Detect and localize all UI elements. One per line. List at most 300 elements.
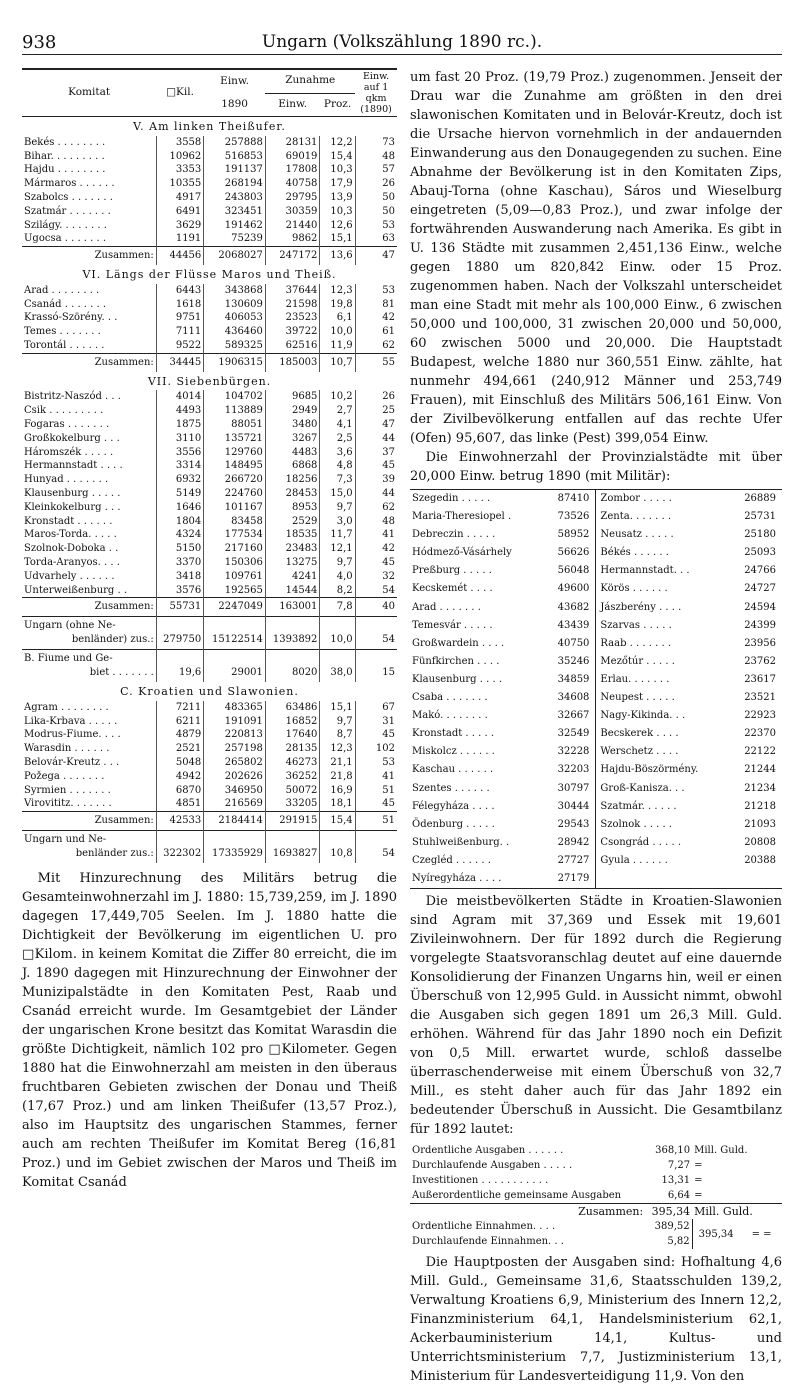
row-label: Szabolcs . . . . . . .	[24, 191, 113, 203]
budget-total-value: 395,34	[645, 1204, 692, 1220]
cell: 10962	[156, 150, 204, 164]
table-row	[22, 770, 397, 784]
cell: 3314	[156, 459, 204, 473]
city-pop: 22370	[744, 728, 776, 740]
cell: 15,4	[320, 812, 355, 831]
cell: 10,0	[320, 617, 355, 650]
row-label: Hermannstadt . . . .	[24, 460, 123, 472]
cell: 5048	[156, 756, 204, 770]
row-label	[22, 650, 156, 683]
cell: 67	[355, 701, 397, 715]
city-pop: 73526	[557, 511, 590, 523]
city-name: Großwardein . . . .	[412, 637, 505, 649]
fiume-row	[22, 650, 397, 683]
city-name: Hódmező-Vásárhely	[412, 547, 512, 559]
city-pop: 40750	[557, 637, 590, 649]
table-row	[22, 390, 397, 404]
city-row	[410, 689, 782, 707]
table-row	[22, 501, 397, 515]
table-row	[22, 325, 397, 339]
city-row	[410, 816, 782, 834]
row-label-line2: benländer zus.:	[75, 848, 154, 860]
budget-unit: =	[694, 1175, 703, 1187]
right-paragraph-2: Die Einwohnerzahl der Provinzialstädte mit über 20,000 Einw. betrug 1890 (mit Militär):	[410, 450, 782, 484]
budget-value: 13,31	[661, 1175, 691, 1187]
cell: 3353	[156, 163, 204, 177]
cell: 5149	[156, 487, 204, 501]
cell: 18256	[265, 473, 320, 487]
cell: 75239	[204, 232, 266, 246]
city-pop: 21218	[744, 800, 776, 812]
cities-body	[410, 490, 782, 889]
table-row	[22, 418, 397, 432]
cell: 2,5	[320, 432, 355, 446]
city-row	[410, 834, 782, 852]
city-name: Stuhlweißenburg. .	[412, 836, 510, 848]
city-name: Temesvár . . . . .	[412, 619, 493, 631]
city-pop: 43682	[557, 601, 590, 613]
cell: 4,0	[320, 570, 355, 584]
table-row	[22, 311, 397, 325]
cell: 42	[355, 542, 397, 556]
cell: 54	[355, 831, 397, 864]
cell: 40	[355, 598, 397, 617]
row-label: Hunyad . . . . . . .	[24, 474, 109, 486]
city-name: Félegyháza . . . .	[412, 800, 495, 812]
city-name: Jászberény . . . .	[596, 599, 731, 617]
cell: 4942	[156, 770, 204, 784]
city-pop: 24727	[744, 583, 776, 595]
cell: 8,2	[320, 584, 355, 598]
cell: 42533	[156, 812, 204, 831]
city-pop: 58952	[557, 529, 590, 541]
budget-label: Durchlaufende Ausgaben . . . . .	[412, 1160, 573, 1172]
budget-label: Durchlaufende Einnahmen. . .	[412, 1236, 564, 1248]
ungarn-total-row	[22, 617, 397, 650]
cell: 192565	[204, 584, 266, 598]
cell: 12,1	[320, 542, 355, 556]
income-total-unit: = =	[751, 1228, 772, 1240]
cell: 12,6	[320, 219, 355, 233]
cell: 6491	[156, 205, 204, 219]
row-label: Zusammen:	[22, 353, 156, 371]
cell: 62	[355, 339, 397, 353]
city-name: Preßburg . . . . .	[412, 565, 492, 577]
row-label: Ugocsa . . . . . . .	[24, 233, 107, 245]
cell: 45	[355, 728, 397, 742]
row-label: Bihar. . . . . . . . .	[24, 150, 105, 162]
city-row	[410, 780, 782, 798]
section-title: V. Am linken Theißufer.	[133, 120, 286, 133]
cell: 268194	[204, 177, 266, 191]
row-label: Agram . . . . . . . .	[24, 701, 109, 713]
left-column	[22, 68, 397, 1192]
row-label: Krassó-Szörény. . .	[24, 312, 118, 324]
city-pop: 49600	[557, 583, 590, 595]
cell: 10,7	[320, 353, 355, 371]
city-name: Maria-Theresiopel .	[412, 511, 512, 523]
cell: 2521	[156, 742, 204, 756]
section-title: C. Kroatien und Slawonien.	[120, 685, 299, 699]
table-body	[22, 117, 397, 864]
cell: 7,8	[320, 598, 355, 617]
city-name: Kaschau . . . . . .	[412, 764, 494, 776]
cell: 21,8	[320, 770, 355, 784]
income-total-value: 395,34	[698, 1228, 734, 1240]
cell: 12,3	[320, 742, 355, 756]
cell: 8953	[265, 501, 320, 515]
row-label: Szolnok-Doboka . .	[24, 543, 119, 555]
col-zun-einw: Einw.	[265, 93, 320, 116]
city-pop: 30444	[557, 800, 590, 812]
cell: 10,3	[320, 163, 355, 177]
cell: 15	[355, 650, 397, 683]
row-label: Fogaras . . . . . . .	[24, 418, 110, 430]
col-density: Einw. auf 1 qkm (1890)	[355, 69, 397, 117]
cell: 516853	[204, 150, 266, 164]
col-zunahme: Zunahme	[265, 69, 355, 93]
city-name: Gyula . . . . . .	[596, 852, 731, 870]
city-name: Békés . . . . . .	[596, 544, 731, 562]
city-row	[410, 562, 782, 580]
right-column	[410, 68, 782, 1386]
row-label: Kleinkokelburg . . .	[24, 501, 121, 513]
table-row	[22, 784, 397, 798]
city-pop: 20808	[744, 836, 776, 848]
cell: 34445	[156, 353, 204, 371]
cell: 17640	[265, 728, 320, 742]
city-name: Czegléd . . . . . .	[412, 854, 491, 866]
row-label: Maros-Torda. . . . .	[24, 529, 117, 541]
cell: 1875	[156, 418, 204, 432]
row-label: Bekés . . . . . . . .	[24, 136, 106, 148]
city-pop: 43439	[557, 619, 590, 631]
cell: 41	[355, 770, 397, 784]
cities-table	[410, 489, 782, 889]
cell: 23523	[265, 311, 320, 325]
cell: 6932	[156, 473, 204, 487]
table-row	[22, 728, 397, 742]
cell: 322302	[156, 831, 204, 864]
city-pop: 22122	[744, 746, 776, 758]
cell: 16,9	[320, 784, 355, 798]
cell: 3110	[156, 432, 204, 446]
cell: 6211	[156, 715, 204, 729]
cell: 3558	[156, 136, 204, 150]
table-row	[22, 339, 397, 353]
row-label: Zusammen:	[22, 247, 156, 265]
table-row	[22, 756, 397, 770]
cell: 257888	[204, 136, 266, 150]
cell: 45	[355, 459, 397, 473]
city-pop: 29543	[557, 818, 590, 830]
city-name: Szentes . . . . . .	[412, 782, 490, 794]
budget-body	[410, 1143, 782, 1249]
row-label: Csik . . . . . . . . .	[24, 405, 104, 417]
row-label: Szilágy. . . . . . . .	[24, 219, 107, 231]
city-pop: 32667	[557, 710, 590, 722]
cell: 3370	[156, 556, 204, 570]
table-row	[22, 715, 397, 729]
cell: 1906315	[204, 353, 266, 371]
cell: 45	[355, 556, 397, 570]
cell: 29001	[204, 650, 266, 683]
city-name: Werschetz . . . .	[596, 743, 731, 761]
cell: 31	[355, 715, 397, 729]
cell: 1393892	[265, 617, 320, 650]
table-row	[22, 570, 397, 584]
city-row	[410, 580, 782, 598]
table-row	[22, 191, 397, 205]
city-name: Erlau. . . . . . .	[596, 671, 731, 689]
page	[22, 24, 782, 1385]
cell: 44	[355, 432, 397, 446]
cell: 37644	[265, 284, 320, 298]
cell: 3,6	[320, 446, 355, 460]
cell: 291915	[265, 812, 320, 831]
table-row	[22, 584, 397, 598]
city-pop: 25093	[744, 547, 776, 559]
page-number: 938	[22, 32, 57, 53]
cell: 217160	[204, 542, 266, 556]
cell: 243803	[204, 191, 266, 205]
table-row	[22, 528, 397, 542]
cell: 39	[355, 473, 397, 487]
cell: 11,7	[320, 528, 355, 542]
cell: 50	[355, 205, 397, 219]
cell: 177534	[204, 528, 266, 542]
cell: 4493	[156, 404, 204, 418]
city-name: Neusatz . . . . .	[596, 526, 731, 544]
cell: 129760	[204, 446, 266, 460]
total-row	[22, 247, 397, 265]
row-label: Zusammen:	[22, 598, 156, 617]
cell: 7211	[156, 701, 204, 715]
cell: 2,7	[320, 404, 355, 418]
cell: 47	[355, 418, 397, 432]
cell: 257198	[204, 742, 266, 756]
budget-value: 7,27	[667, 1160, 691, 1172]
cell: 1804	[156, 515, 204, 529]
city-name: Szarvas . . . . .	[596, 617, 731, 635]
row-label: Torontál . . . . . .	[24, 339, 105, 351]
section-heading	[22, 682, 397, 701]
cell: 53	[355, 756, 397, 770]
table-row	[22, 556, 397, 570]
cell: 55731	[156, 598, 204, 617]
cell: 48	[355, 150, 397, 164]
budget-income-total	[692, 1219, 782, 1249]
cell: 9,7	[320, 715, 355, 729]
city-pop: 32228	[557, 746, 590, 758]
cell: 150306	[204, 556, 266, 570]
table-row	[22, 219, 397, 233]
cell: 3418	[156, 570, 204, 584]
row-label: Klausenburg . . . . .	[24, 487, 121, 499]
cell: 2949	[265, 404, 320, 418]
cell: 28135	[265, 742, 320, 756]
row-label: Virovititz. . . . . . .	[24, 798, 112, 810]
city-row	[410, 725, 782, 743]
cell: 46273	[265, 756, 320, 770]
cell: 17808	[265, 163, 320, 177]
budget-total-row	[410, 1204, 782, 1220]
left-paragraph: Mit Hinzurechnung des Militärs betrug die Gesamteinwohnerzahl im J. 1880: 15,739,259, im J. 1890 dagegen 17,449,705 Seelen. Im J. 1880 hatte die Dichtigkeit der Bevölkerung im eigentlichen U. pro □Kilom. in keinem Komitat die Ziffer 80 erreicht, die im J. 1890 dagegen mit Hinzurechnung der Einwohner der Munizipalstädte in den Komitaten Pest, Raab und Csanád erreicht wurde. Im Gesamtgebiet der Länder der ungarischen Krone besitzt das Komitat Warasdin die größte Dichtigkeit, nämlich 102 pro □Kilometer. Gegen 1880 hat die Einwohnerzahl am meisten in den überaus fruchtbaren Gebieten zwischen der Donau und Theiß (17,67 Proz.) und am linken Theißufer (13,57 Proz.), also im Hauptsitz des ungarischen Stammes, ferner auch am rechten Theißufer im Komitat Bereg (16,81 Proz.) und im Gebiet zwischen der Maros und Theiß im Komitat Csanád	[22, 871, 397, 1191]
city-row	[410, 544, 782, 562]
cell: 6870	[156, 784, 204, 798]
section-title: VII. Siebenbürgen.	[147, 374, 272, 388]
city-pop: 32549	[557, 728, 590, 740]
budget-row	[410, 1188, 782, 1204]
cell: 4241	[265, 570, 320, 584]
cell: 9522	[156, 339, 204, 353]
row-label: Warasdin . . . . . .	[24, 743, 110, 755]
cell: 2184414	[204, 812, 266, 831]
row-label-line1: Ungarn (ohne Ne-	[24, 620, 116, 632]
cell: 15,0	[320, 487, 355, 501]
budget-label: Ordentliche Einnahmen. . . .	[412, 1221, 556, 1233]
city-name: Makó. . . . . . . .	[412, 710, 488, 722]
city-name: Körös . . . . . .	[596, 580, 731, 598]
city-name: Becskerek . . . .	[596, 725, 731, 743]
city-pop: 56048	[557, 565, 590, 577]
city-pop: 23762	[744, 655, 776, 667]
city-pop: 27727	[557, 854, 590, 866]
table-row	[22, 404, 397, 418]
row-label: Arad . . . . . . . .	[24, 284, 100, 296]
city-name	[596, 870, 731, 889]
cell: 185003	[265, 353, 320, 371]
table-row	[22, 742, 397, 756]
cell: 5150	[156, 542, 204, 556]
cell: 3629	[156, 219, 204, 233]
cell: 50	[355, 191, 397, 205]
cell: 15,1	[320, 232, 355, 246]
row-label: Požega . . . . . . .	[24, 770, 105, 782]
city-row	[410, 653, 782, 671]
cell: 54	[355, 617, 397, 650]
budget-row	[410, 1143, 782, 1158]
cell: 4,8	[320, 459, 355, 473]
city-pop: 26889	[744, 493, 776, 504]
city-pop: 21234	[744, 782, 776, 794]
cell: 10,0	[320, 325, 355, 339]
cell: 4851	[156, 797, 204, 811]
table-row	[22, 542, 397, 556]
cell: 1646	[156, 501, 204, 515]
city-pop: 23617	[744, 673, 776, 685]
city-name: Groß-Kanisza. . .	[596, 780, 731, 798]
table-row	[22, 446, 397, 460]
row-label: Mármaros . . . . . .	[24, 178, 115, 190]
row-label: Torda-Aranyos. . . .	[24, 556, 120, 568]
cell: 17,9	[320, 177, 355, 191]
budget-value: 368,10	[655, 1145, 691, 1157]
cell: 9751	[156, 311, 204, 325]
cell: 265802	[204, 756, 266, 770]
running-title: Ungarn (Volkszählung 1890 rc.).	[261, 32, 543, 52]
city-pop	[731, 870, 782, 889]
cell: 4324	[156, 528, 204, 542]
cell: 53	[355, 219, 397, 233]
city-pop: 32203	[557, 764, 590, 776]
budget-unit: =	[694, 1160, 703, 1172]
cell: 12,2	[320, 136, 355, 150]
cell: 135721	[204, 432, 266, 446]
cell: 37	[355, 446, 397, 460]
row-label: Temes . . . . . . .	[24, 326, 101, 338]
table-row	[22, 163, 397, 177]
cell: 8020	[265, 650, 320, 683]
cell: 61	[355, 325, 397, 339]
city-name: Miskolcz . . . . . .	[412, 746, 495, 758]
cell: 10,3	[320, 205, 355, 219]
city-name: Nagy-Kikinda. . .	[596, 707, 731, 725]
cell: 406053	[204, 311, 266, 325]
cell: 44	[355, 487, 397, 501]
cell: 19,6	[156, 650, 204, 683]
city-pop: 30797	[557, 782, 590, 794]
cell: 102	[355, 742, 397, 756]
right-paragraph-1: um fast 20 Proz. (19,79 Proz.) zugenommen. Jenseit der Drau war die Zunahme am größten in den drei slawonischen Komitaten und in Belovár-Kreutz, doch ist die Ursache hiervon vornehmlich in der andauernden Einwanderung aus den Donaugegenden zu suchen. Eine Abnahme der Bevölkerung ist in den Komitaten Zips, Abauj-Torna (ohne Kaschau), Sáros und Wieselburg eingetreten (5,09—0,83 Proz.), und zwar infolge der fortwährenden Auswanderung nach Amerika. Es gibt in U. 136 Städte mit zusammen 2,451,136 Einw., welche gegen 1880 um 820,842 Einw. oder 15 Proz. zugenommen haben. Nach der Volkszahl unterscheidet man eine Stadt mit mehr als 100,000 Einw., 6 zwischen 50,000 und 100,000, 31 zwischen 20,000 und 50,000, 60 zwischen 5000 und 20,000. Die Hauptstadt Budapest, welche 1880 nur 360,551 Einw. zählte, hat nunmehr 494,661 (240,912 Männer und 253,749 Frauen), mit Einschluß des Militärs 506,161 Einw. Von der Zivilbevölkerung entfallen auf das rechte Ufer (Ofen) 95,607, das linke (Pest) 399,054 Einw.	[410, 70, 782, 446]
budget-row	[410, 1173, 782, 1188]
city-row	[410, 761, 782, 779]
row-label: Großkokelburg . . .	[24, 432, 120, 444]
row-label: Zusammen:	[22, 812, 156, 831]
cell: 130609	[204, 298, 266, 312]
budget-row	[410, 1158, 782, 1173]
budget-label: Investitionen . . . . . . . . . . .	[412, 1175, 549, 1187]
section-heading	[22, 372, 397, 391]
city-name: Szatmár. . . . . .	[596, 798, 731, 816]
city-pop: 23956	[744, 637, 776, 649]
col-komitat: Komitat	[22, 69, 156, 117]
row-label: Háromszék . . . . .	[24, 446, 114, 458]
city-row	[410, 490, 782, 509]
section-title: VI. Längs der Flüsse Maros und Theiß.	[82, 267, 337, 281]
cell: 63486	[265, 701, 320, 715]
city-name: Hajdu-Böszörmény.	[596, 761, 731, 779]
row-label: Syrmien . . . . . . .	[24, 784, 111, 796]
city-pop: 24594	[744, 601, 776, 613]
cell: 57	[355, 163, 397, 177]
city-pop: 27179	[557, 872, 590, 884]
cell: 1618	[156, 298, 204, 312]
cell: 19,8	[320, 298, 355, 312]
table-row	[22, 205, 397, 219]
cell: 18,1	[320, 797, 355, 811]
table-row	[22, 298, 397, 312]
col-year: 1890	[204, 93, 266, 116]
city-name: Zombor . . . . .	[596, 490, 731, 509]
cell: 346950	[204, 784, 266, 798]
cell: 343868	[204, 284, 266, 298]
city-name: Kronstadt . . . . .	[412, 728, 495, 740]
city-pop: 25731	[744, 511, 776, 523]
city-name: Zenta. . . . . . .	[596, 508, 731, 526]
cell: 3267	[265, 432, 320, 446]
row-label: Csanád . . . . . . .	[24, 298, 107, 310]
cell: 3576	[156, 584, 204, 598]
cell: 47	[355, 247, 397, 265]
cell: 18535	[265, 528, 320, 542]
cell: 51	[355, 784, 397, 798]
cell: 101167	[204, 501, 266, 515]
cell: 62	[355, 501, 397, 515]
row-label: Udvarhely . . . . . .	[24, 570, 115, 582]
cell: 10,2	[320, 390, 355, 404]
city-pop: 24399	[744, 619, 776, 631]
